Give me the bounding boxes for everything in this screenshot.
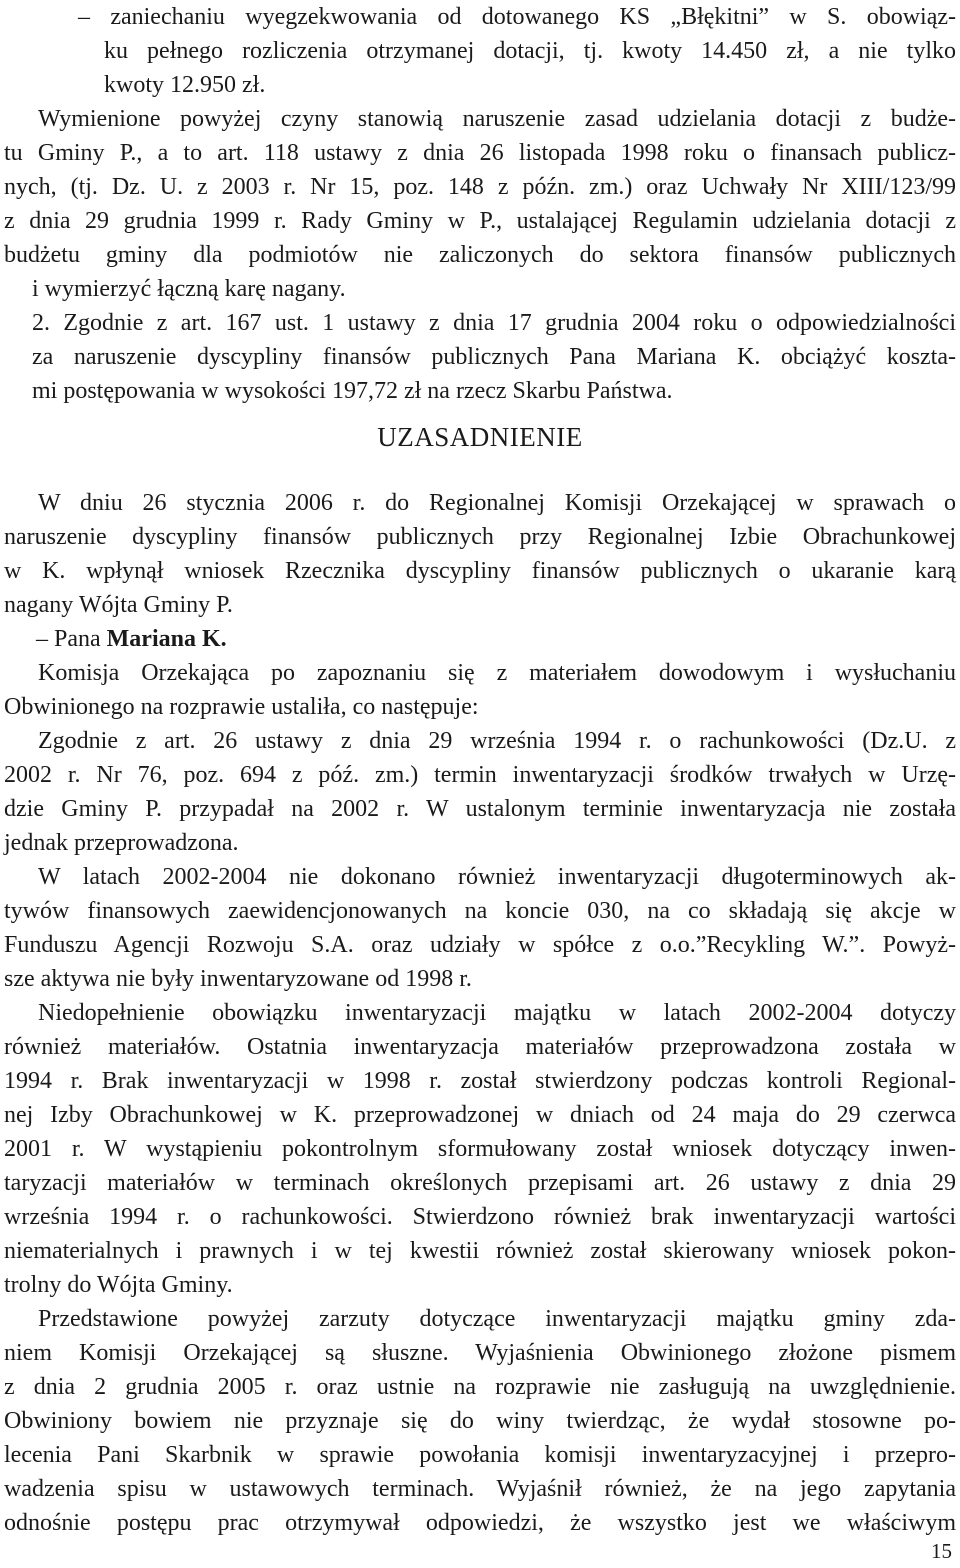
text-line: Funduszu Agencji Rozwoju S.A. oraz udziały w spółce z o.o.”Recykling W.”. Powyż- [4, 932, 956, 958]
text-line: Wymienione powyżej czyny stanowią naruszenie zasad udzielania dotacji z budże- [38, 106, 956, 132]
text-line: i wymierzyć łączną karę nagany. [32, 276, 346, 302]
text-line: za naruszenie dyscypliny finansów publicznych Pana Mariana K. obciążyć koszta- [32, 344, 956, 370]
text-line: 2002 r. Nr 76, poz. 694 z póź. zm.) termin inwentaryzacji środków trwałych w Urzę- [4, 762, 956, 788]
section-heading: UZASADNIENIE [377, 422, 583, 452]
text-line: z dnia 2 grudnia 2005 r. oraz ustnie na rozprawie nie zasługują na uwzględnienie. [4, 1374, 956, 1400]
text-line: budżetu gminy dla podmiotów nie zaliczonych do sektora finansów publicznych [4, 242, 956, 268]
text-line: Obwiniony bowiem nie przyznaje się do winy twierdząc, że wydał stosowne po- [4, 1408, 956, 1434]
text-line: naruszenie dyscypliny finansów publicznych przy Regionalnej Izbie Obrachunkowej [4, 524, 956, 550]
text-line: Zgodnie z art. 26 ustawy z dnia 29 września 1994 r. o rachunkowości (Dz.U. z [38, 728, 956, 754]
text-line: wadzenia spisu w ustawowych terminach. Wyjaśnił również, że na jego zapytania [4, 1476, 956, 1502]
text-line: tu Gminy P., a to art. 118 ustawy z dnia 26 listopada 1998 roku o finansach publicz- [4, 140, 956, 166]
text-line: W latach 2002-2004 nie dokonano również inwentaryzacji długoterminowych ak- [38, 864, 956, 890]
text-line: września 1994 r. o rachunkowości. Stwierdzono również brak inwentaryzacji wartości [4, 1204, 956, 1230]
page-number: 15 [931, 1539, 952, 1563]
text-line: 1994 r. Brak inwentaryzacji w 1998 r. został stwierdzony podczas kontroli Regional- [4, 1068, 956, 1094]
text-line: nej Izby Obrachunkowej w K. przeprowadzonej w dniach od 24 maja do 29 czerwca [4, 1102, 956, 1128]
text-line: z dnia 29 grudnia 1999 r. Rady Gminy w P., ustalającej Regulamin udzielania dotacji z [4, 208, 956, 234]
text-line: 2001 r. W wystąpieniu pokontrolnym sformułowany został wniosek dotyczący inwen- [4, 1136, 956, 1162]
text-line: również materiałów. Ostatnia inwentaryzacja materiałów przeprowadzona została w [4, 1034, 956, 1060]
text-line: nych, (tj. Dz. U. z 2003 r. Nr 15, poz. 148 z późn. zm.) oraz Uchwały Nr XIII/123/99 [4, 174, 956, 200]
text-line: niematerialnych i prawnych i w tej kwestii również został skierowany wniosek pokon- [4, 1238, 956, 1264]
text-line: Niedopełnienie obowiązku inwentaryzacji majątku w latach 2002-2004 dotyczy [38, 1000, 956, 1026]
dash-prefix: – Pana [36, 626, 107, 652]
text-line: taryzacji materiałów w terminach określonych przepisami art. 26 ustawy z dnia 29 [4, 1170, 956, 1196]
text-line: tywów finansowych zaewidencjonowanych na koncie 030, na co składają się akcje w [4, 898, 956, 924]
text-line: dzie Gminy P. przypadał na 2002 r. W ustalonym terminie inwentaryzacja nie została [4, 796, 956, 822]
text-line: kwoty 12.950 zł. [104, 72, 266, 98]
text-line: 2. Zgodnie z art. 167 ust. 1 ustawy z dnia 17 grudnia 2004 roku o odpowiedzialności [32, 310, 956, 336]
text-line: w K. wpłynął wniosek Rzecznika dyscypliny finansów publicznych o ukaranie karą [4, 558, 956, 584]
text-line: W dniu 26 stycznia 2006 r. do Regionalnej Komisji Orzekającej w sprawach o [38, 490, 956, 516]
text-line: Przedstawione powyżej zarzuty dotyczące inwentaryzacji majątku gminy zda- [38, 1306, 956, 1332]
text-line: trolny do Wójta Gminy. [4, 1272, 233, 1298]
text-line: – zaniechaniu wyegzekwowania od dotowanego KS „Błękitni” w S. obowiąz- [78, 4, 956, 30]
text-line: Komisja Orzekająca po zapoznaniu się z materiałem dowodowym i wysłuchaniu [38, 660, 956, 686]
bold-name: Mariana K. [106, 626, 227, 652]
text-line: odnośnie postępu prac otrzymywał odpowiedzi, że wszystko jest we właściwym [4, 1510, 956, 1536]
text-line: mi postępowania w wysokości 197,72 zł na rzecz Skarbu Państwa. [32, 378, 673, 404]
text-line: jednak przeprowadzona. [4, 830, 239, 856]
text-line: lecenia Pani Skarbnik w sprawie powołania komisji inwentaryzacyjnej i przepro- [4, 1442, 956, 1468]
text-line: ku pełnego rozliczenia otrzymanej dotacji, tj. kwoty 14.450 zł, a nie tylko [104, 38, 956, 64]
text-line: Obwinionego na rozprawie ustaliła, co następuje: [4, 694, 479, 720]
text-line: niem Komisji Orzekającej są słuszne. Wyjaśnienia Obwinionego złożone pismem [4, 1340, 956, 1366]
text-line [36, 622, 956, 656]
text-line: nagany Wójta Gminy P. [4, 592, 233, 618]
text-line: sze aktywa nie były inwentaryzowane od 1998 r. [4, 966, 472, 992]
